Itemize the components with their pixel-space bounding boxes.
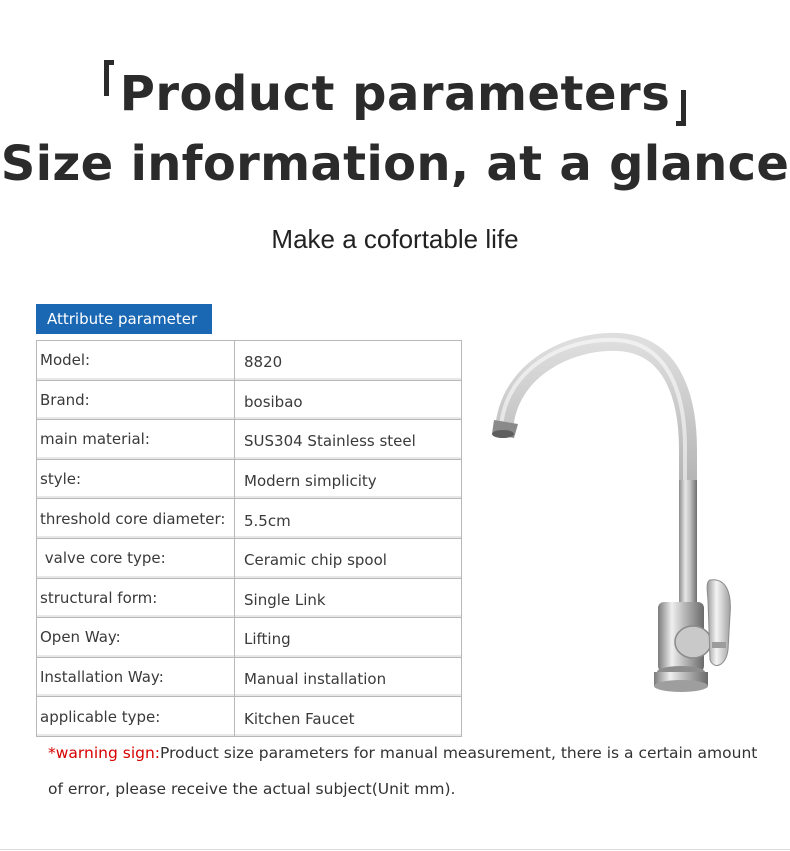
table-row	[37, 459, 462, 499]
table-row	[37, 499, 462, 539]
spec-value: SUS304 Stainless steel	[235, 420, 462, 460]
table-row	[37, 538, 462, 578]
warning-label: *warning sign:	[48, 744, 161, 762]
bracket-top-left	[104, 60, 114, 96]
spec-key: Brand:	[37, 380, 235, 420]
table-row	[37, 341, 462, 381]
page-subtitle: Make a cofortable life	[271, 224, 519, 254]
spec-key: structural form:	[37, 578, 235, 618]
page-title-box	[104, 60, 687, 126]
page-title: Product parameters	[119, 66, 671, 122]
spec-value: bosibao	[235, 380, 462, 420]
spec-key: applicable type:	[37, 697, 235, 737]
table-row	[37, 578, 462, 618]
table-row	[37, 657, 462, 697]
spec-key: Installation Way:	[37, 657, 235, 697]
table-row	[37, 618, 462, 658]
spec-key: threshold core diameter:	[37, 499, 235, 539]
spec-key: main material:	[37, 420, 235, 460]
bracket-bottom-right	[676, 90, 686, 126]
warning-note	[48, 735, 758, 807]
spec-value: Ceramic chip spool	[235, 538, 462, 578]
spec-value: 5.5cm	[235, 499, 462, 539]
spec-value: Lifting	[235, 618, 462, 658]
divider	[0, 849, 790, 850]
title-wrap	[0, 60, 790, 126]
spec-value: 8820	[235, 341, 462, 381]
spec-key: style:	[37, 459, 235, 499]
spec-key: Open Way:	[37, 618, 235, 658]
warning-text: Product size parameters for manual measurement, there is a certain amount of error, please receive the actual subject(Unit mm).	[48, 744, 758, 798]
table-row	[37, 697, 462, 737]
page-headline: Size information, at a glance	[0, 136, 790, 192]
table-row	[37, 420, 462, 460]
spec-value: Manual installation	[235, 657, 462, 697]
spec-table	[36, 340, 462, 737]
spec-value: Kitchen Faucet	[235, 697, 462, 737]
spec-value: Modern simplicity	[235, 459, 462, 499]
table-row	[37, 380, 462, 420]
faucet-image	[478, 330, 768, 700]
spec-key: Model:	[37, 341, 235, 381]
attribute-section-badge: Attribute parameter	[36, 304, 212, 334]
spec-key: valve core type:	[37, 538, 235, 578]
spec-value: Single Link	[235, 578, 462, 618]
